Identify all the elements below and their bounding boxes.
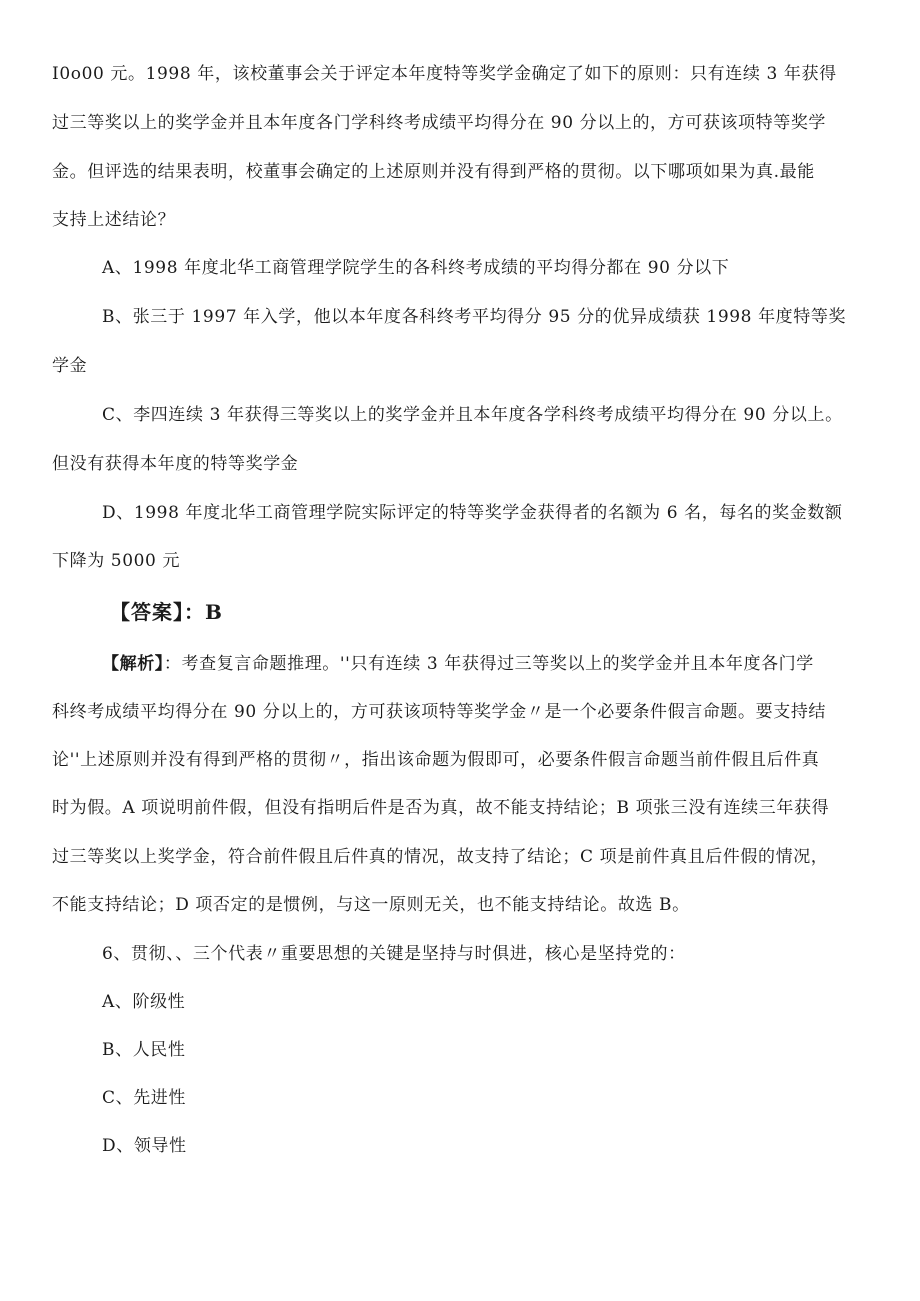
q6-option-a: A、阶级性 — [102, 992, 186, 1012]
q6-option-c: C、先进性 — [102, 1088, 187, 1108]
q5-option-b-cont: 学金 — [52, 356, 88, 376]
q5-option-c-cont: 但没有获得本年度的特等奖学金 — [52, 454, 299, 474]
q6-stem: 6、贯彻、、三个代表〃重要思想的关键是坚持与时俱进，核心是坚持党的： — [102, 944, 686, 964]
analysis-line: 过三等奖以上奖学金，符合前件假且后件真的情况，故支持了结论；C 项是前件真且后件假的情况， — [52, 847, 829, 867]
q5-option-a: A、1998 年度北华工商管理学院学生的各科终考成绩的平均得分都在 90 分以下 — [102, 258, 730, 278]
q6-option-d: D、领导性 — [102, 1136, 187, 1156]
analysis-text: ：考查复言命题推理。''只有连续 3 年获得过三等奖以上的奖学金并且本年度各门学 — [163, 654, 814, 674]
analysis-line: 论''上述原则并没有得到严格的贯彻〃，指出该命题为假即可，必要条件假言命题当前件假且后件真 — [52, 750, 820, 770]
q5-text-line: 过三等奖以上的奖学金并且本年度各门学科终考成绩平均得分在 90 分以上的，方可获该项特等奖学 — [52, 113, 827, 133]
q5-text-line: 金。但评选的结果表明，校董事会确定的上述原则并没有得到严格的贯彻。以下哪项如果为真.最能 — [52, 162, 815, 182]
q5-text-line: I0o00 元。1998 年，该校董事会关于评定本年度特等奖学金确定了如下的原则：只有连续 3 年获得 — [52, 64, 837, 84]
q5-option-b: B、张三于 1997 年入学，他以本年度各科终考平均得分 95 分的优异成绩获 1998 年度特等奖 — [102, 307, 847, 327]
analysis-line: 不能支持结论；D 项否定的是惯例，与这一原则无关，也不能支持结论。故选 B。 — [52, 895, 690, 915]
q5-option-d: D、1998 年度北华工商管理学院实际评定的特等奖学金获得者的名额为 6 名，每名的奖金数额 — [102, 503, 843, 523]
q5-option-c: C、李四连续 3 年获得三等奖以上的奖学金并且本年度各学科终考成绩平均得分在 90 分以上。 — [102, 405, 843, 425]
analysis-line — [102, 652, 814, 676]
analysis-line: 时为假。A 项说明前件假，但没有指明后件是否为真，故不能支持结论；B 项张三没有连续三年获得 — [52, 798, 830, 818]
q6-option-b: B、人民性 — [102, 1040, 186, 1060]
analysis-line: 科终考成绩平均得分在 90 分以上的，方可获该项特等奖学金〃是一个必要条件假言命题。要支持结 — [52, 702, 827, 722]
analysis-label: 【解析】 — [102, 654, 164, 674]
q5-text-line: 支持上述结论？ — [52, 210, 176, 230]
answer-label: 【答案】：B — [110, 600, 223, 624]
q5-option-d-cont: 下降为 5000 元 — [52, 551, 181, 571]
